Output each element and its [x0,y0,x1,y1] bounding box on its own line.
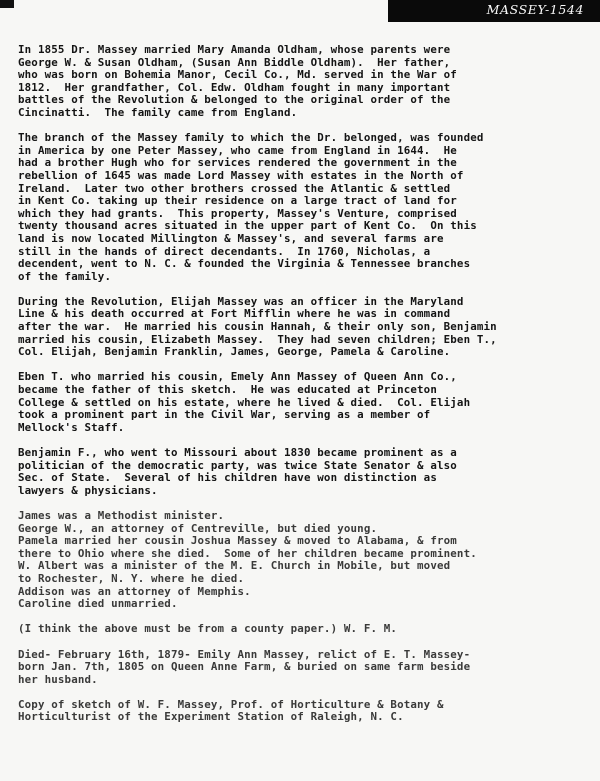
paragraph-family-branch: The branch of the Massey family to which the Dr. belonged, was founded in America by one Peter Massey, who came from England in 1644. He had a brother Hugh who for services rendered the government in the rebellion of 1645 was made Lord Massey with estates in the North of Ireland. Later two other brothers crossed the Atlantic & settled in Kent Co. taking up their residence on a large tract of land for which they had grants. This property, Massey's Venture, comprised twenty thousand acres situated in the upper part of Kent Co. On this land is now located Millington & Massey's, and several farms are still in the hands of direct decendants. In 1760, Nicholas, a decendent, went to N. C. & founded the Virginia & Tennessee branches of the family. [18,131,484,283]
file-label-box [388,0,600,22]
paragraph-siblings: James was a Methodist minister. George W., an attorney of Centreville, but died young. Pamela married her cousin Joshua Massey & moved to Alabama, & from there to Ohio where she died. Some of her children became prominent. W. Albert was a minister of the M. E. Church in Mobile, but moved to Rochester, N. Y. where he died. Addison was an attorney of Memphis. Caroline died unmarried. [18,508,477,611]
paragraph-obituary: Died- February 16th, 1879- Emily Ann Massey, relict of E. T. Massey- born Jan. 7th, 1805 on Queen Anne Farm, & buried on same farm beside her husband. [18,647,471,686]
document-body [18,44,596,724]
paragraph-marriage: In 1855 Dr. Massey married Mary Amanda Oldham, whose parents were George W. & Susan Oldham, (Susan Ann Biddle Oldham). Her father, who was born on Bohemia Manor, Cecil Co., Md. served in the War of 1812. Her grandfather, Col. Edw. Oldham fought in many important battles of the Revolution & belonged to the original order of the Cincinatti. The family came from England. [18,43,457,119]
paragraph-revolution: During the Revolution, Elijah Massey was an officer in the Maryland Line & his death occurred at Fort Mifflin where he was in command after the war. He married his cousin Hannah, & their only son, Benjamin married his cousin, Elizabeth Massey. They had seven children; Eben T., Col. Elijah, Benjamin Franklin, James, George, Pamela & Caroline. [18,294,497,359]
file-label: MASSEY-1544 [486,2,584,17]
paragraph-note: (I think the above must be from a county paper.) W. F. M. [18,622,398,636]
scan-corner-mark [0,0,14,8]
paragraph-eben: Eben T. who married his cousin, Emely Ann Massey of Queen Ann Co., became the father of this sketch. He was educated at Princeton College & settled on his estate, where he lived & died. Col. Elijah took a prominent part in the Civil War, serving as a member of Mellock's Staff. [18,370,471,434]
paragraph-sketch-copy: Copy of sketch of W. F. Massey, Prof. of Horticulture & Botany & Horticulturist of the Experiment Station of Raleigh, N. C. [18,697,444,724]
paragraph-benjamin: Benjamin F., who went to Missouri about 1830 became prominent as a politician of the democratic party, was twice State Senator & also Sec. of State. Several of his children have won distinction as lawyers & physicians. [18,446,457,497]
